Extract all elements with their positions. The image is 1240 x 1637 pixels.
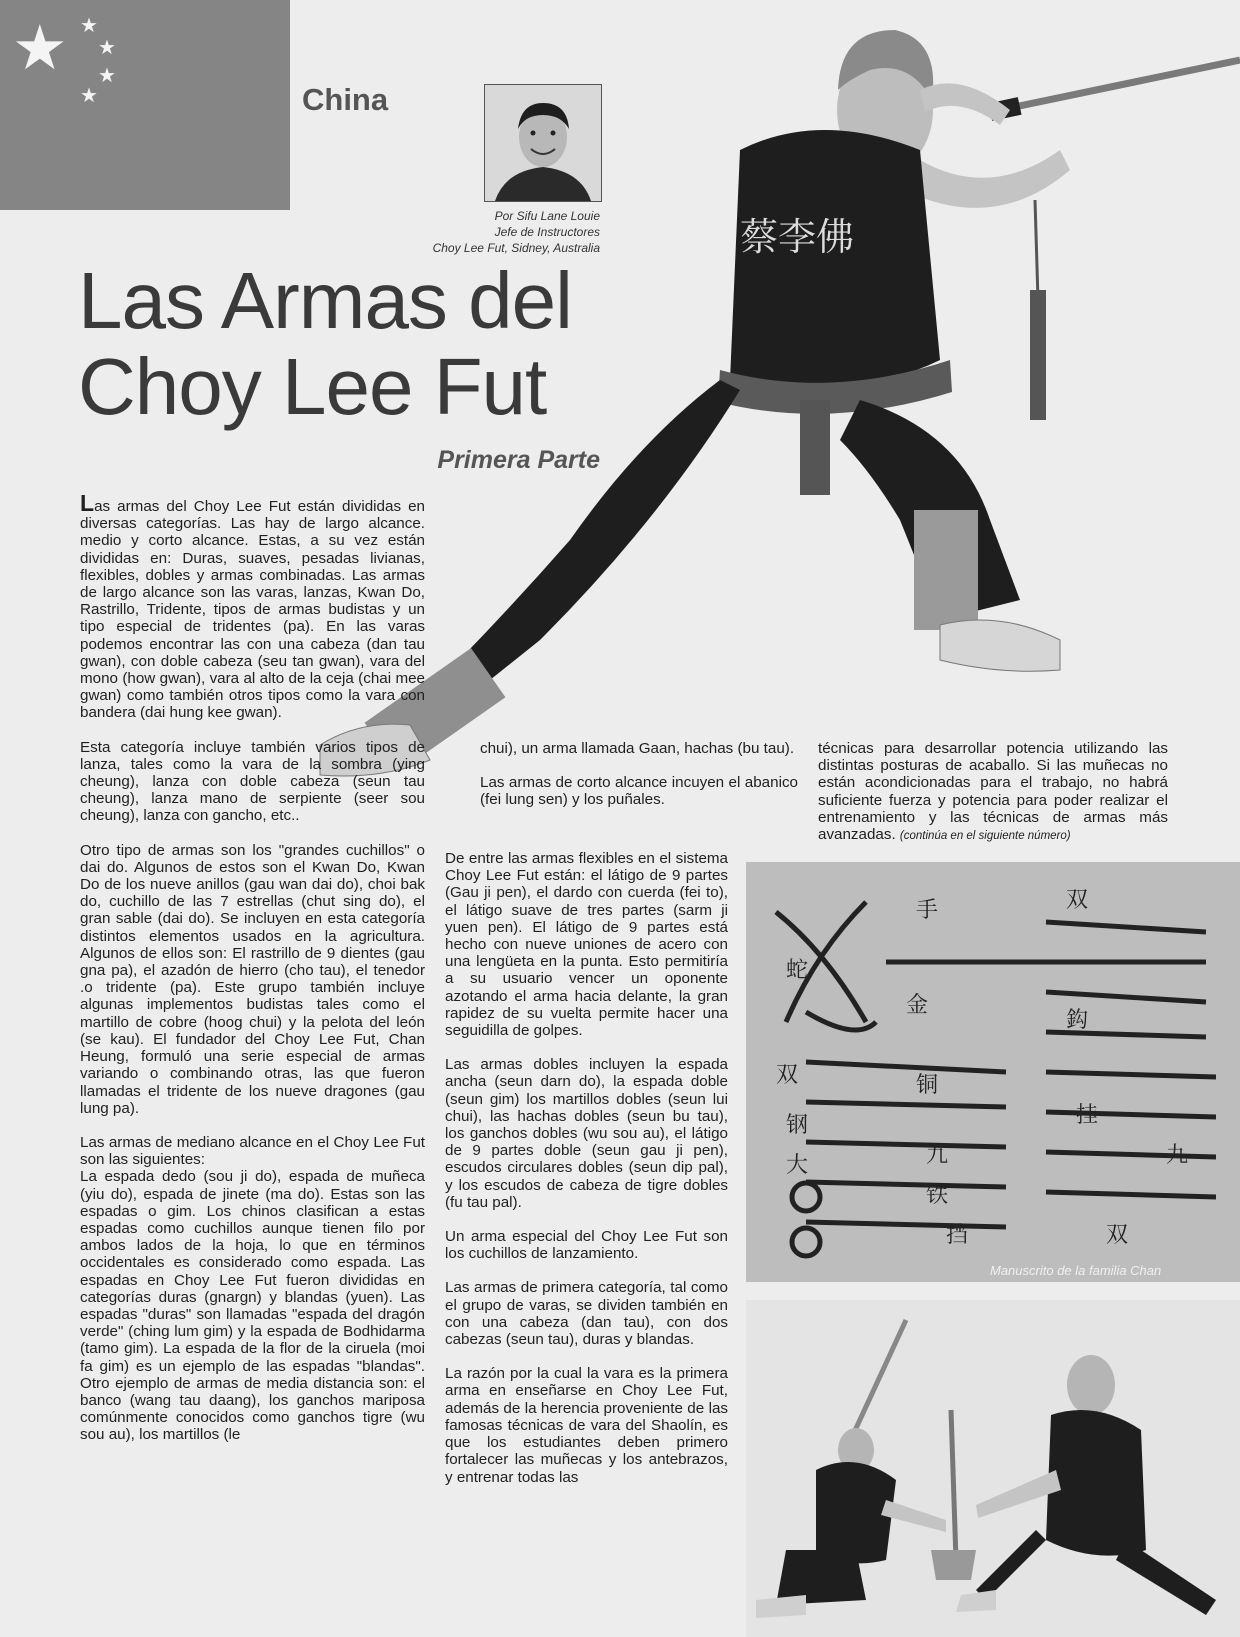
paragraph-corto-alcance: Las armas de corto alcance incuyen el abanico (fei lung sen) y los puñales. [480,774,798,809]
column-left [80,492,425,1461]
author-name: Por Sifu Lane Louie [494,209,600,223]
paragraph-dobles: Las armas dobles incluyen la espada ancha (seun darn do), la espada doble (seun gim) los martillos dobles (seun lui chui), las hachas dobles (seun bu tau), los ganchos dobles (wu sou au), el látigo de 9 partes doble (seun gau ji pen), escudos circulares dobles (seun dip pal), y los escudos de cabeza de tigre dobles (fu tau pal). [445,1056,728,1211]
svg-text:九: 九 [1166,1143,1189,1168]
svg-text:手: 手 [916,898,939,923]
paragraph-cuchillos: Otro tipo de armas son los "grandes cuchillos" o dai do. Algunos de estos son el Kwan Do, Kwan Do de los nueve anillos (gau wan dai do), choi bak do, cuchillo de las 7 estrellas (chut sing do), el gran sable (dai do). Se incluyen en esta categoría distintos elementos usados en la agricultura. Algunos de ellos son: El rastrillo de 9 dientes (gau gna pa), el azadón de hierro (cho tau), el tenedor .o tridente (pa). Este grupo también incluye algunas implementos budistas tales como el martillo de cobre (hoog chui) y la pelota del león (se kau). El fundador del Choy Lee Fut, Chan Heung, formuló una serie especial de armas variando o combinando otras, las que fueron llamadas el tridente de los nueve dragones (gau lung pa). [80,841,425,1117]
svg-text:大: 大 [786,1153,809,1178]
china-flag-block [0,0,290,210]
manuscript-image [746,862,1240,1282]
svg-text:金: 金 [906,993,929,1018]
svg-text:蛇: 蛇 [786,958,809,983]
continue-note: (continúa en el siguiente número) [899,830,1071,843]
svg-text:鈎: 鈎 [1066,1008,1089,1033]
column-middle [445,850,728,1503]
paragraph-espadas: La espada dedo (sou ji do), espada de muñeca (yiu do), espada de jinete (ma do). Estas son las espadas o gim. Los chinos clasifican a estas espadas como cuchillos aunque tienen filo por ambos lados de la hoja, lo que en términos occidentales es considerado como espada. Las espadas en Choy Lee Fut fueron divididas en categorías duras (gnargn) y blandas (yuen). Las espadas "duras" son llamadas "espada del dragón verde" (ching lum gim) y la espada de Bodhidarma (tamo gim). La espada de la flor de la ciruela (moi fa gim) es un ejemplo de las espadas "blandas". Otro ejemplo de armas de media distancia son: el banco (wang tau daang), los ganchos mariposa comúnmente conocidos como ganchos tigre (wu sou au), los martillos (le [80,1168,425,1444]
svg-text:钢: 钢 [786,1113,809,1138]
svg-text:双: 双 [776,1063,799,1088]
article-title [78,258,618,430]
photo-two-fighters [746,1300,1240,1637]
svg-text:九: 九 [926,1143,949,1168]
svg-text:双: 双 [1066,888,1089,913]
paragraph-razon-vara: La razón por la cual la vara es la primera arma en enseñarse en Choy Lee Fut, además de la herencia proveniente de las famosas técnicas de vara del Shaolín, es que los estudiantes deben primero fortalecer las muñecas y los antebrazos, y entrenar todas las [445,1365,728,1486]
paragraph-lanzamiento: Un arma especial del Choy Lee Fut son los cuchillos de lanzamiento. [445,1228,728,1263]
paragraph-flexibles: De entre las armas flexibles en el sistema Choy Lee Fut están: el látigo de 9 partes (Gau ji pen), el dardo con cuerda (fei to), el látigo suave de tres partes (sarm ji yuen pen). El látigo de 9 partes está hecho con nueve uniones de acero con una lengüeta en la punta. Esto permitiría a su usuario vencer un oponente azotando el arma hacia delante, la gran rapidez de su vuelta permite hacer una seguidilla de golpes. [445,850,728,1040]
title-line-2: Choy Lee Fut [78,342,547,431]
paragraph-intro-text: as armas del Choy Lee Fut están divididas en diversas categorías. Las hay de largo alcance. medio y corto alcance. Estas, a su vez están divididas en: Duras, suaves, pesadas livianas, flexibles, dobles y armas combinadas. Las armas de largo alcance son las varas, lanzas, Kwan Do, Rastrillo, Tridente, tipos de armas budistas y un tipo especial de tridentes (pa). En las varas podemos encontrar las con una cabeza (dan tau gwan), con doble cabeza (seu tan gwan), vara del mono (how gwan), vara al alto de la ceja (chai mee gwan) como también otros tipos como la vara con bandera (dai hung kee gwan). [80,498,425,722]
svg-text:挡: 挡 [946,1223,969,1248]
small-star-icon: ★ [98,65,116,87]
svg-text:蔡李佛: 蔡李佛 [740,215,855,259]
paragraph-tecnicas [818,740,1168,845]
paragraph-primera-categoria: Las armas de primera categoría, tal como el grupo de varas, se dividen también en con una cabeza (dan tau), con dos cabezas (seun tau), duras y blandas. [445,1279,728,1349]
author-role: Jefe de Instructores [494,225,600,239]
section-label: China [302,82,389,117]
author-affiliation: Choy Lee Fut, Sidney, Australia [432,241,600,255]
manuscript-caption: Manuscrito de la familia Chan [990,1263,1162,1278]
large-star-icon: ★ [12,14,68,83]
paragraph-intro [80,492,425,722]
paragraph-martillos-cont: chui), un arma llamada Gaan, hachas (bu tau). [480,740,795,757]
small-star-icon: ★ [80,15,98,37]
small-star-icon: ★ [80,85,98,107]
small-star-icon: ★ [98,37,116,59]
svg-text:挂: 挂 [1076,1103,1099,1128]
article-subtitle: Primera Parte [437,446,600,474]
paragraph-tecnicas-text: técnicas para desarrollar potencia utilizando las distintas posturas de acaballo. Si las muñecas no están acondicionadas para el trabajo, no habrá suficiente fuerza y potencia para poder realizar el entrenamiento y las técnicas de armas más avanzadas. [818,740,1168,844]
svg-text:双: 双 [1106,1223,1129,1248]
svg-text:铜: 铜 [916,1073,939,1098]
column-middle-top [480,740,798,826]
drop-cap: L [80,490,95,516]
title-line-1: Las Armas del [78,256,572,345]
paragraph-mediano-alcance: Las armas de mediano alcance en el Choy Lee Fut son las siguientes: [80,1133,425,1169]
svg-text:铁: 铁 [926,1183,949,1208]
paragraph-lanzas: Esta categoría incluye también varios tipos de lanza, tales como la vara de la sombra (ying cheung), lanza con doble cabeza (seun tau cheung), lanza mano de serpiente (seer sou cheung), lanza con gancho, etc.. [80,738,425,825]
column-right [818,740,1168,862]
